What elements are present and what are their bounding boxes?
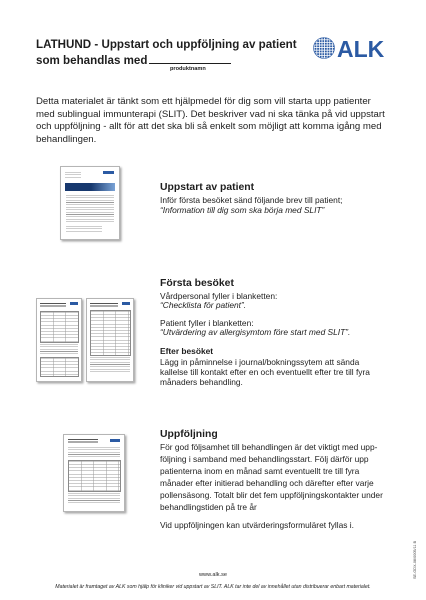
patient-letter-thumbnail — [60, 166, 120, 240]
title-line-2 — [36, 52, 297, 68]
thumbnail-logo — [70, 302, 78, 305]
followup-line: månader efter initierad behandling och därefter efter varje — [160, 478, 374, 488]
followup-note: Vid uppföljningen kan utvärderingsformuläret fyllas i. — [160, 520, 354, 530]
letter-title: “Information till dig som ska börja med SLIT” — [160, 205, 325, 215]
followup-form-thumbnail — [63, 434, 125, 512]
section-heading-followup: Uppföljning — [160, 429, 218, 440]
followup-line: behandlingstiden på tre år — [160, 502, 257, 512]
staff-label: Vårdpersonal fyller i blanketten: — [160, 291, 278, 301]
globe-icon — [312, 35, 338, 61]
title-line-2-text: som behandlas med — [36, 54, 148, 67]
thumbnail-title-lines — [40, 303, 66, 307]
section-heading-first-visit: Första besöket — [160, 278, 234, 289]
patient-label: Patient fyller i blanketten: — [160, 318, 254, 328]
thumbnail-text-lines — [90, 357, 130, 373]
thumbnail-logo — [110, 439, 120, 442]
followup-text — [160, 441, 383, 513]
thumbnail-title-lines — [68, 439, 98, 443]
thumbnail-title-lines — [90, 303, 118, 307]
intro-line: med sublingual immunterapi (SLIT). Det beskriver vad ni ska tänka på vid uppstart — [36, 108, 385, 120]
document-title — [36, 38, 297, 68]
thumbnail-text-lines — [66, 226, 102, 233]
thumbnail-text-lines — [68, 493, 120, 505]
followup-line: För god följsamhet till behandlingen är det viktigt med upp- — [160, 442, 378, 452]
footer-disclaimer: Materialet är framtaget av ALK som hjälp för kliniker vid uppstart av SLIT. ALK tar inte del av innehållet utan distribuerar enbart materialet. — [55, 584, 371, 590]
thumbnail-text-lines — [68, 447, 120, 457]
thumbnail-table — [40, 311, 79, 343]
after-visit-line: kallelse till kontakt efter en och eventuellt efter tre till fyra — [160, 366, 370, 377]
intro-line: behandlingen. — [36, 133, 97, 145]
startup-text: Inför första besöket sänd följande brev till patient; — [160, 195, 343, 205]
followup-line: patienterna inom en månad samt eventuellt tre till fyra — [160, 466, 360, 476]
thumbnail-text-lines — [66, 195, 114, 223]
thumbnail-table — [90, 310, 131, 356]
staff-form-title: “Checklista för patient”. — [160, 300, 247, 311]
thumbnail-header-band-accent — [91, 183, 115, 191]
thumbnail-logo — [122, 302, 130, 305]
patient-form-block — [160, 319, 350, 338]
after-visit-heading: Efter besöket — [160, 346, 214, 356]
footer-website: www.alk.se — [199, 572, 227, 578]
followup-line: följning i samband med behandlingsstart. Följ därför upp — [160, 454, 369, 464]
thumbnail-text-lines — [65, 172, 81, 178]
section-body-startup — [160, 195, 343, 215]
thumbnail-table — [68, 460, 121, 492]
thumbnail-table — [40, 357, 79, 377]
alk-logo — [312, 35, 392, 61]
intro-line: Detta materialet är tänkt som ett hjälpmedel för dig som vill starta upp patienter — [36, 96, 371, 107]
thumbnail-text-lines — [40, 344, 78, 354]
intro-paragraph — [36, 96, 385, 146]
product-name-blank — [149, 52, 231, 64]
product-name-caption: produktnamn — [170, 66, 206, 72]
after-visit-line: Lägg in påminnelse i journal/bokningssytem att sända — [160, 357, 360, 367]
logo-text: ALK — [337, 36, 385, 61]
document-code: SE-GDX-08/0005/11 B — [413, 540, 417, 579]
section-heading-startup: Uppstart av patient — [160, 182, 255, 193]
after-visit-line: månaders behandling. — [160, 376, 243, 387]
intro-line: och uppföljning - allt för att det ska bli så enkelt som möjligt att komma igång med — [36, 121, 382, 133]
evaluation-form-thumbnail — [86, 298, 134, 382]
followup-line: pollensäsong. Totalt blir det fem uppföljningskontakter under — [160, 490, 383, 500]
staff-form-block — [160, 292, 277, 311]
after-visit-text — [160, 358, 370, 387]
checklist-thumbnail — [36, 298, 82, 382]
patient-form-title: “Utvärdering av allergisymtom före start med SLIT”. — [160, 327, 351, 338]
title-line-1: LATHUND - Uppstart och uppföljning av patient — [36, 38, 297, 51]
thumbnail-logo — [103, 171, 114, 174]
